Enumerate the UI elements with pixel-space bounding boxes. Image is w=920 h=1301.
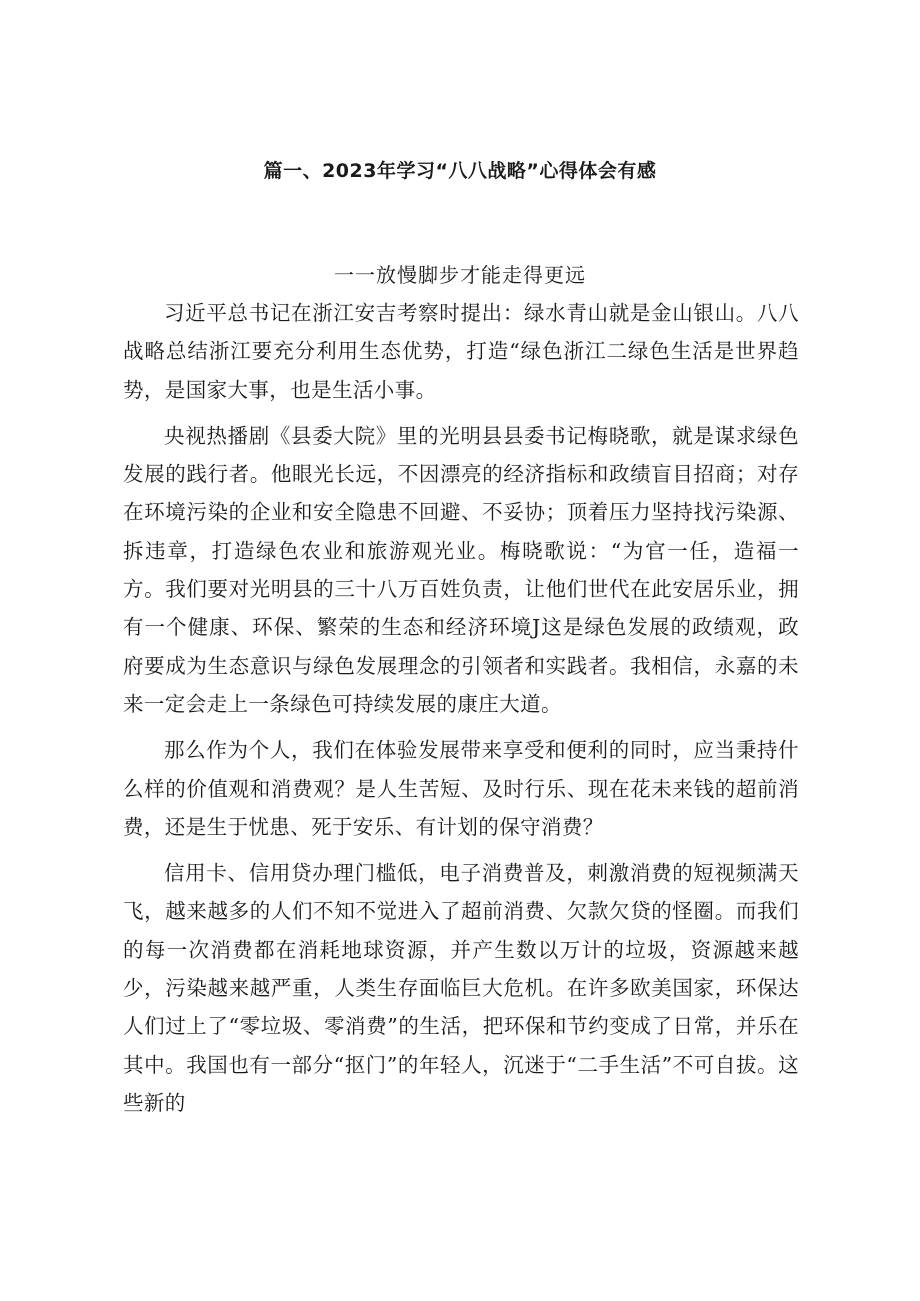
paragraph-1: 习近平总书记在浙江安吉考察时提出：绿水青山就是金山银山。八八战略总结浙江要充分利用生态优势，打造“绿色浙江二绿色生活是世界趋势，是国家大事，也是生活小事。 <box>123 301 799 402</box>
paragraph-3: 那么作为个人，我们在体验发展带来享受和便利的同时，应当秉持什么样的价值观和消费观？是人生苦短、及时行乐、现在花未来钱的超前消费，还是生于忧患、死于安乐、有计划的保守消费？ <box>123 738 799 839</box>
paragraph-4: 信用卡、信用贷办理门槛低，电子消费普及，刺激消费的短视频满天飞，越来越多的人们不知不觉进入了超前消费、欠款欠贷的怪圈。而我们的每一次消费都在消耗地球资源，并产生数以万计的垃圾，资源越来越少，污染越来越严重，人类生存面临巨大危机。在许多欧美国家，环保达人们过上了“零垃圾、零消费”的生活，把环保和节约变成了日常，并乐在其中。我国也有一部分“抠门”的年轻人，沉迷于“二手生活”不可自拔。这些新的 <box>123 861 799 1115</box>
document-body <box>123 294 799 1130</box>
document-subtitle: 一一放慢脚步才能走得更远 <box>334 263 586 287</box>
paragraph-2: 央视热播剧《县委大院》里的光明县县委书记梅晓歌，就是谋求绿色发展的践行者。他眼光长远，不因漂亮的经济指标和政绩盲目招商；对存在环境污染的企业和安全隐患不回避、不妥协；顶着压力坚持找污染源、拆违章，打造绿色农业和旅游观光业。梅晓歌说：“为官一任，造福一方。我们要对光明县的三十八万百姓负责，让他们世代在此安居乐业，拥有一个健康、环保、繁荣的生态和经济环境J这是绿色发展的政绩观，政府要成为生态意识与绿色发展理念的引领者和实践者。我相信，永嘉的未来一定会走上一条绿色可持续发展的康庄大道。 <box>123 423 799 716</box>
document-title: 篇一、2023年学习“八八战略”心得体会有感 <box>263 160 657 182</box>
